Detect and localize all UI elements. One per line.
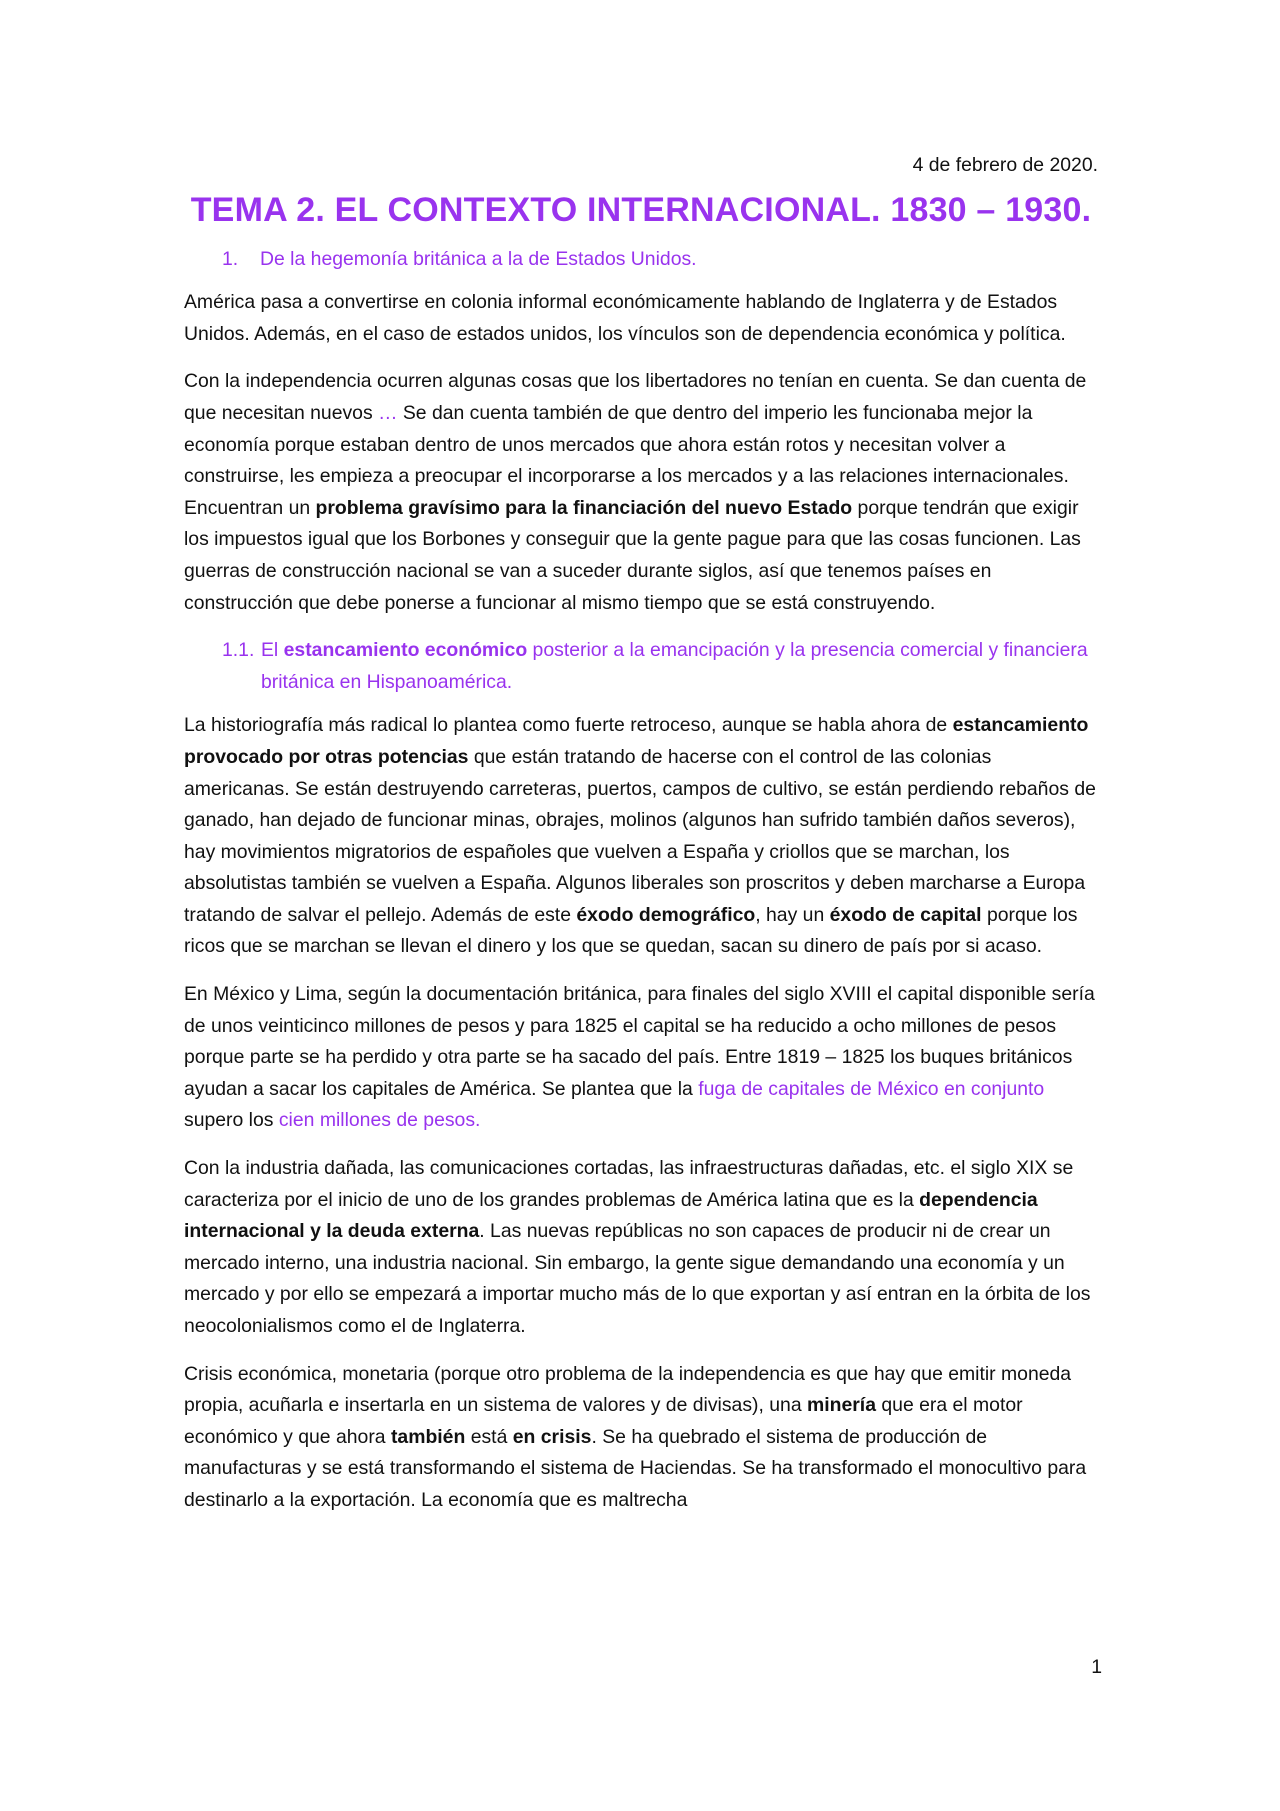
text-run: , hay un	[755, 903, 830, 926]
section-number: 1.	[222, 247, 239, 270]
text-run: La historiografía más radical lo plantea como fuerte retroceso, aunque se habla ahora de	[184, 714, 953, 737]
highlighted-text: fuga de capitales de México en conjunto	[698, 1077, 1045, 1100]
paragraph-3	[184, 710, 1098, 963]
subsection-number: 1.1.	[222, 639, 255, 662]
bold-text: minería	[807, 1394, 876, 1417]
bold-text: problema gravísimo para la financiación del nuevo Estado	[315, 496, 853, 519]
text-run: supero los	[184, 1109, 279, 1132]
text-run: Con la industria dañada, las comunicaciones cortadas, las infraestructuras dañadas, etc. el siglo XIX se caracteriza por el inicio de uno de los grandes problemas de América latina que es la	[184, 1157, 1074, 1211]
text-run: . Se ha quebrado el sistema de producción de manufacturas y se está transformando el sistema de Haciendas. Se ha transformado el monocultivo para destinarlo a la exportación. La economía que es maltrecha	[184, 1425, 1087, 1511]
paragraph-1: América pasa a convertirse en colonia informal económicamente hablando de Inglaterra y de Estados Unidos. Además, en el caso de estados unidos, los vínculos son de dependencia económica y política.	[184, 291, 1066, 345]
text-run: porque tendrán que exigir los impuestos igual que los Borbones y conseguir que la gente pague para que las cosas funcionen. Las guerras de construcción nacional se van a suceder durante siglos, así que tenemos países en construcción que debe ponerse a funcionar al mismo tiempo que se está construyendo.	[184, 496, 1081, 614]
text-run: está	[465, 1425, 513, 1448]
paragraph-2	[184, 366, 1098, 619]
bold-text: éxodo de capital	[829, 903, 982, 926]
bold-text: éxodo demográfico	[576, 903, 756, 926]
text-run: Crisis económica, monetaria (porque otro problema de la independencia es que hay que emitir moneda propia, acuñarla e insertarla en un sistema de valores y de divisas), una	[184, 1362, 1072, 1417]
section-heading-text: De la hegemonía británica a la de Estados Unidos.	[260, 247, 697, 270]
text-run: Se dan cuenta también de que dentro del imperio les funcionaba mejor la economía porque estaban dentro de unos mercados que ahora están rotos y necesitan volver a construirse, les empieza a preocupar el incorporarse a los mercados y a las relaciones internacionales. Encuentran un	[184, 401, 1069, 519]
text-run: En México y Lima, según la documentación británica, para finales del siglo XVIII el capital disponible sería de unos veinticinco millones de pesos y para 1825 el capital se ha reducido a ocho millones de pesos porque parte se ha perdido y otra parte se ha sacado del país. Entre 1819 – 1825 los buques británicos ayudan a sacar los capitales de América. Se plantea que la	[184, 983, 1095, 1100]
document-body	[184, 150, 1098, 1533]
subsection-heading-1-1	[184, 635, 1098, 698]
text-run: porque los ricos que se marchan se llevan el dinero y los que se quedan, sacan su dinero de país por si acaso.	[184, 903, 1078, 958]
ellipsis-mark: …	[378, 401, 398, 424]
text-run: posterior a la emancipación y la presencia comercial y financiera británica en Hispanoamérica.	[261, 639, 1088, 693]
bold-text: también	[390, 1425, 466, 1448]
highlighted-text: cien millones de pesos.	[278, 1109, 481, 1132]
bold-text: dependencia internacional y la deuda externa	[184, 1188, 1038, 1243]
bold-text: estancamiento económico	[283, 639, 528, 662]
text-run: El	[261, 639, 284, 662]
bold-text: en crisis	[512, 1425, 592, 1448]
subsection-heading-text	[261, 635, 1098, 698]
text-run: . Las nuevas repúblicas no son capaces de producir ni de crear un mercado interno, una industria nacional. Sin embargo, la gente sigue demandando una economía y un mercado y por ello se empezará a importar mucho más de lo que exportan y así entran en la órbita de los neocolonialismos como el de Inglaterra.	[184, 1220, 1091, 1337]
paragraph-4	[184, 979, 1098, 1137]
page-number: 1	[1091, 1656, 1102, 1678]
page-title: TEMA 2. EL CONTEXTO INTERNACIONAL. 1830 – 1930.	[190, 190, 1092, 229]
paragraph-5	[184, 1153, 1098, 1343]
paragraph-6	[184, 1359, 1098, 1517]
text-run: que era el motor económico y que ahora	[184, 1394, 1023, 1448]
document-date: 4 de febrero de 2020.	[912, 154, 1098, 176]
bold-text: estancamiento provocado por otras potencias	[184, 714, 1089, 768]
text-run: Con la independencia ocurren algunas cosas que los libertadores no tenían en cuenta. Se dan cuenta de que necesitan nuevos	[184, 370, 1087, 424]
text-run: que están tratando de hacerse con el control de las colonias americanas. Se están destruyendo carreteras, puertos, campos de cultivo, se están perdiendo rebaños de ganado, han dejado de funcionar minas, obrajes, molinos (algunos han sufrido también daños severos), hay movimientos migratorios de españoles que vuelven a España y criollos que se marchan, los absolutistas también se vuelven a España. Algunos liberales son proscritos y deben marcharse a Europa tratando de salvar el pellejo. Además de este	[184, 745, 1096, 926]
section-heading-1	[184, 244, 1098, 276]
